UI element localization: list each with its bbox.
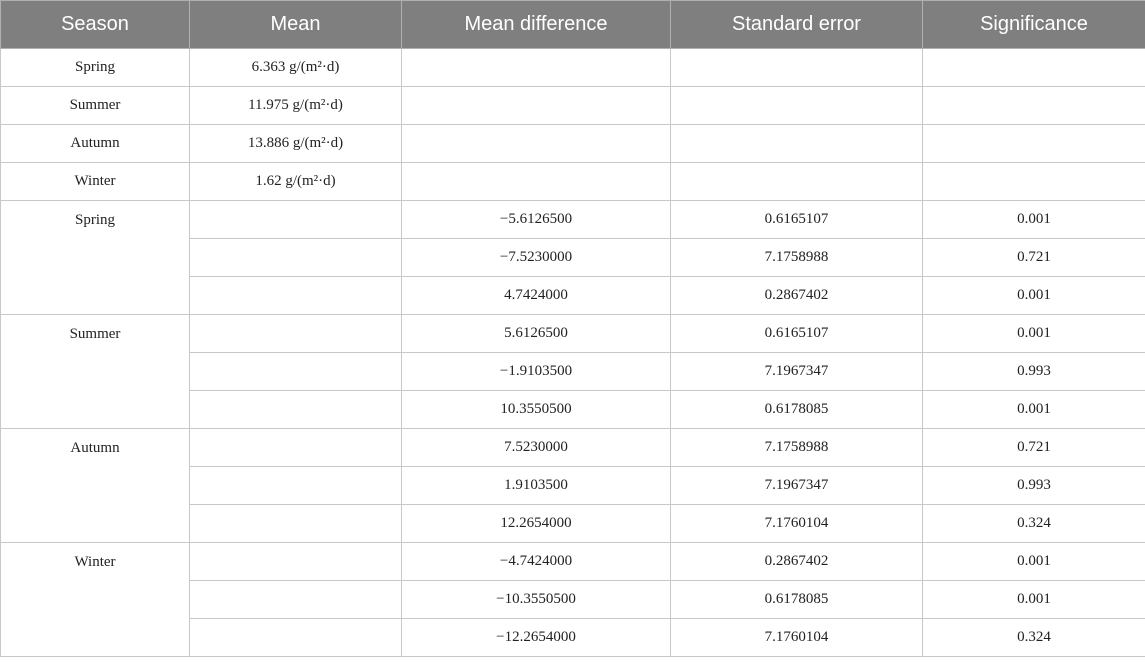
- standard-error-cell: 0.6165107: [671, 315, 923, 353]
- mean-cell: 11.975 g/(m²·d): [190, 87, 402, 125]
- table-header: [1, 1, 1145, 49]
- empty-cell: [402, 49, 671, 87]
- significance-cell: 0.324: [923, 505, 1145, 543]
- season-cell: Spring: [1, 49, 190, 87]
- standard-error-cell: 7.1760104: [671, 619, 923, 657]
- group-season-cell: Summer: [1, 315, 190, 429]
- significance-cell: 0.001: [923, 315, 1145, 353]
- mean-difference-cell: −12.2654000: [402, 619, 671, 657]
- table-row: [1, 429, 1145, 467]
- significance-cell: 0.993: [923, 467, 1145, 505]
- empty-cell: [190, 353, 402, 391]
- standard-error-cell: 7.1967347: [671, 467, 923, 505]
- significance-cell: 0.001: [923, 277, 1145, 315]
- empty-cell: [190, 467, 402, 505]
- empty-cell: [671, 87, 923, 125]
- mean-difference-cell: 10.3550500: [402, 391, 671, 429]
- table-row: [1, 315, 1145, 353]
- significance-cell: 0.001: [923, 391, 1145, 429]
- table-row: [1, 201, 1145, 239]
- header-mean-difference: Mean difference: [402, 1, 671, 49]
- empty-cell: [671, 163, 923, 201]
- mean-cell: 13.886 g/(m²·d): [190, 125, 402, 163]
- empty-cell: [402, 163, 671, 201]
- mean-difference-cell: 5.6126500: [402, 315, 671, 353]
- season-cell: Winter: [1, 163, 190, 201]
- empty-cell: [923, 87, 1145, 125]
- mean-difference-cell: −7.5230000: [402, 239, 671, 277]
- standard-error-cell: 7.1758988: [671, 239, 923, 277]
- standard-error-cell: 0.6165107: [671, 201, 923, 239]
- table-row: [1, 163, 1145, 201]
- mean-difference-cell: −5.6126500: [402, 201, 671, 239]
- significance-cell: 0.001: [923, 543, 1145, 581]
- table-row: [1, 543, 1145, 581]
- empty-cell: [190, 277, 402, 315]
- empty-cell: [190, 505, 402, 543]
- significance-cell: 0.993: [923, 353, 1145, 391]
- empty-cell: [402, 125, 671, 163]
- table-body: [1, 49, 1145, 657]
- significance-cell: 0.001: [923, 201, 1145, 239]
- empty-cell: [190, 543, 402, 581]
- empty-cell: [923, 163, 1145, 201]
- table-row: [1, 125, 1145, 163]
- group-season-cell: Spring: [1, 201, 190, 315]
- significance-cell: 0.001: [923, 581, 1145, 619]
- empty-cell: [190, 429, 402, 467]
- empty-cell: [671, 125, 923, 163]
- significance-cell: 0.324: [923, 619, 1145, 657]
- season-cell: Summer: [1, 87, 190, 125]
- mean-cell: 6.363 g/(m²·d): [190, 49, 402, 87]
- season-cell: Autumn: [1, 125, 190, 163]
- empty-cell: [190, 391, 402, 429]
- empty-cell: [190, 581, 402, 619]
- header-row: [1, 1, 1145, 49]
- standard-error-cell: 0.6178085: [671, 581, 923, 619]
- empty-cell: [402, 87, 671, 125]
- standard-error-cell: 0.2867402: [671, 277, 923, 315]
- table-row: [1, 87, 1145, 125]
- header-standard-error: Standard error: [671, 1, 923, 49]
- table-row: [1, 49, 1145, 87]
- standard-error-cell: 7.1760104: [671, 505, 923, 543]
- group-season-cell: Winter: [1, 543, 190, 657]
- mean-difference-cell: 7.5230000: [402, 429, 671, 467]
- header-season: Season: [1, 1, 190, 49]
- mean-difference-cell: −1.9103500: [402, 353, 671, 391]
- empty-cell: [671, 49, 923, 87]
- mean-difference-cell: 4.7424000: [402, 277, 671, 315]
- header-significance: Significance: [923, 1, 1145, 49]
- empty-cell: [923, 49, 1145, 87]
- significance-cell: 0.721: [923, 239, 1145, 277]
- standard-error-cell: 0.2867402: [671, 543, 923, 581]
- significance-cell: 0.721: [923, 429, 1145, 467]
- group-season-cell: Autumn: [1, 429, 190, 543]
- mean-difference-cell: 1.9103500: [402, 467, 671, 505]
- mean-difference-cell: −10.3550500: [402, 581, 671, 619]
- mean-difference-cell: 12.2654000: [402, 505, 671, 543]
- mean-cell: 1.62 g/(m²·d): [190, 163, 402, 201]
- mean-difference-cell: −4.7424000: [402, 543, 671, 581]
- empty-cell: [923, 125, 1145, 163]
- standard-error-cell: 7.1758988: [671, 429, 923, 467]
- standard-error-cell: 7.1967347: [671, 353, 923, 391]
- empty-cell: [190, 239, 402, 277]
- standard-error-cell: 0.6178085: [671, 391, 923, 429]
- empty-cell: [190, 619, 402, 657]
- empty-cell: [190, 315, 402, 353]
- empty-cell: [190, 201, 402, 239]
- header-mean: Mean: [190, 1, 402, 49]
